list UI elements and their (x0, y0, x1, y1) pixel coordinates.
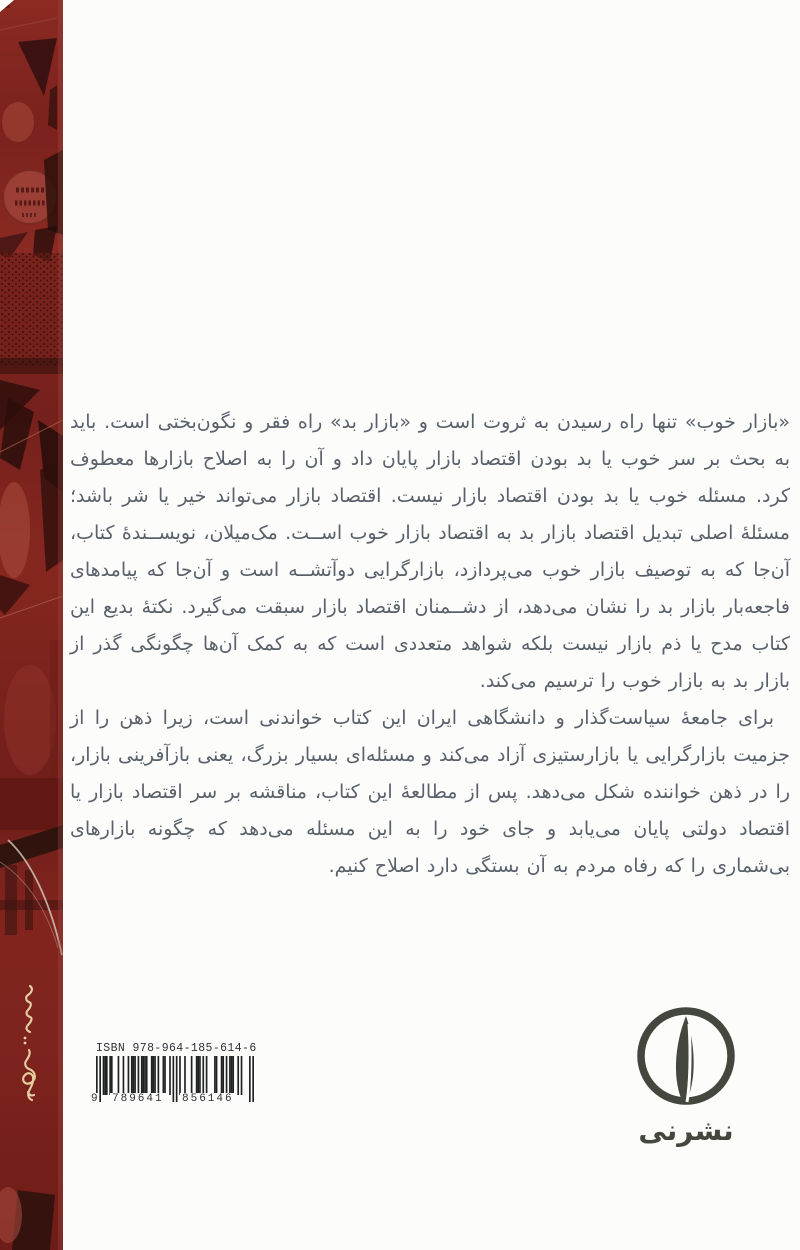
paragraph-1: «بازار خوب» تنها راه رسیدن به ثروت است و «بازار بد» راه فقر و نگون‌بختی است. باید به بحث بر سر خوب یا بد بودن اقتصاد بازار پایان داد و آن را به اصلاح بازارها معطوف کرد. مسئله خوب یا بد بودن اقتصاد بازار نیست. اقتصاد بازار می‌تواند خیر یا شر باشد؛ مسئلهٔ اصلی تبدیل اقتصاد بازار بد به اقتصاد بازار خوب اســت. مک‌میلان، نویســندهٔ کتاب، آن‌جا که به توصیف بازار خوب می‌پردازد، بازارگرایی دوآتشــه است و آن‌جا که پیامدهای فاجعه‌بار بازار بد را نشان می‌دهد، از دشــمنان اقتصاد بازار سبقت می‌گیرد. نکتهٔ بدیع این کتاب مدح یا ذم بازار نیست بلکه شواهد متعددی است که به کمک آن‌ها چگونگی گذر از بازار بد به بازار خوب را ترسیم می‌کند. (70, 411, 790, 692)
publisher-name: نشرنی (638, 1114, 734, 1147)
beam (0, 900, 63, 910)
barcode-digit-group2: 856146 (182, 1093, 234, 1105)
isbn-label: ISBN 978-964-185-614-6 (96, 1042, 257, 1055)
light-blob-head (2, 102, 34, 142)
publisher-logo (630, 1004, 742, 1147)
cover-photo-art (0, 0, 63, 1250)
maroon-band (0, 778, 63, 830)
paragraph-2: برای جامعهٔ سیاست‌گذار و دانشگاهی ایران این کتاب خواندنی است، زیرا ذهن را از جزمیت بازارگرایی یا بازارستیزی آزاد می‌کند و مسئله‌ای بسیار بزرگ، یعنی بازآفرینی بازار، را در ذهن خواننده شکل می‌دهد. پس از مطالعهٔ این کتاب، مناقشه بر سر اقتصاد بازار یا اقتصاد دولتی پایان می‌یابد و جای خود را به این مسئله می‌دهد که چگونه بازارهای بی‌شماری را که رفاه مردم به آن بستگی دارد اصلاح کنیم. (70, 707, 790, 877)
soft-blob (4, 665, 56, 775)
edge-highlight (58, 0, 63, 1250)
barcode-digit-left: 9 (91, 1093, 98, 1105)
barcode-digit-group1: 789641 (112, 1093, 164, 1105)
isbn-barcode (91, 1042, 257, 1106)
cover-photo-strip (0, 0, 63, 1250)
back-cover-text (70, 404, 790, 885)
crowd-texture (0, 253, 63, 374)
ney-leaf-icon (634, 1004, 738, 1112)
barcode-digits (91, 1093, 254, 1106)
